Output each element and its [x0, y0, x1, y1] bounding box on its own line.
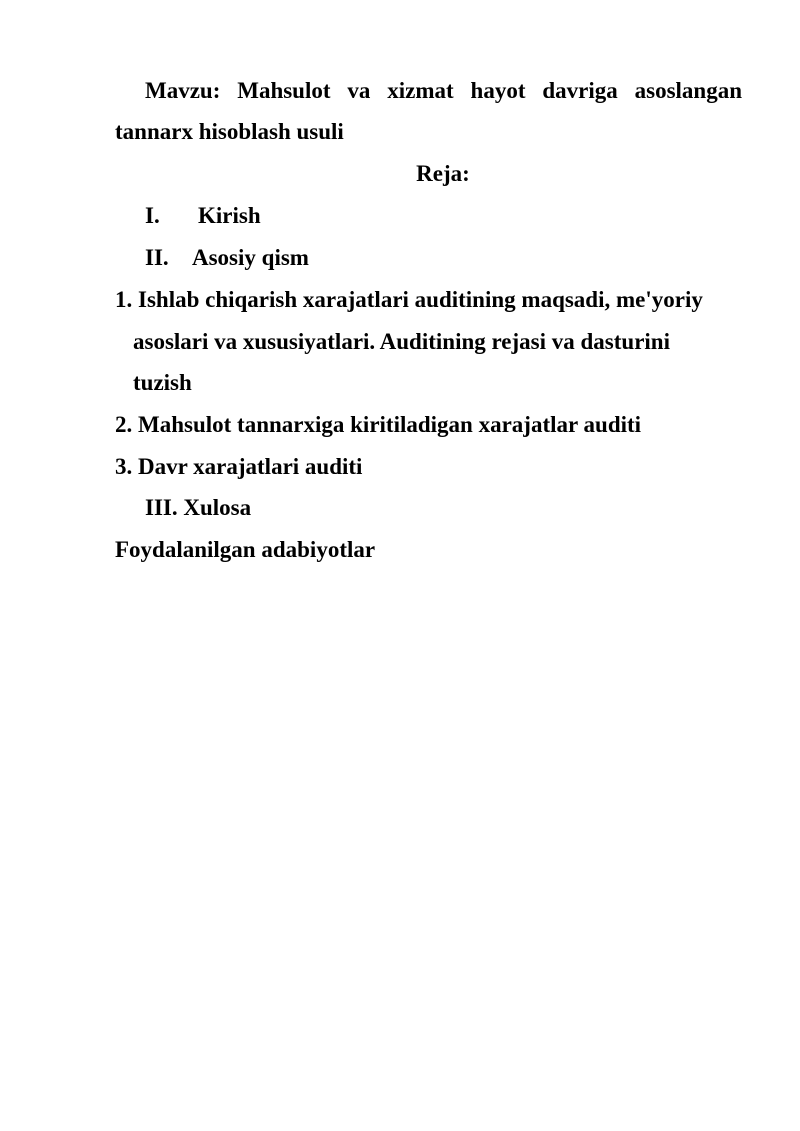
sub-item-1-line-2: asoslari va xususiyatlari. Auditining rejasi va dasturini [133, 329, 670, 354]
sub-item-1-line-1: 1. Ishlab chiqarish xarajatlari auditining maqsadi, me'yoriy [115, 287, 703, 312]
sub-item-1-line-3: tuzish [133, 370, 192, 395]
outline-number-main: II. [145, 245, 169, 270]
topic-title-line-2: tannarx hisoblash usuli [115, 119, 344, 144]
plan-heading: Reja: [416, 161, 470, 186]
sub-item-3: 3. Davr xarajatlari auditi [115, 454, 363, 479]
sub-item-2: 2. Mahsulot tannarxiga kiritiladigan xarajatlar auditi [115, 412, 642, 437]
topic-title-line-1: Mavzu: Mahsulot va xizmat hayot davriga asoslangan [145, 78, 742, 103]
outline-label-intro: Kirish [198, 203, 261, 228]
outline-number-intro: I. [145, 203, 160, 228]
references-heading: Foydalanilgan adabiyotlar [115, 537, 376, 562]
outline-label-main: Asosiy qism [192, 245, 309, 270]
outline-item-conclusion: III. Xulosa [145, 495, 252, 520]
